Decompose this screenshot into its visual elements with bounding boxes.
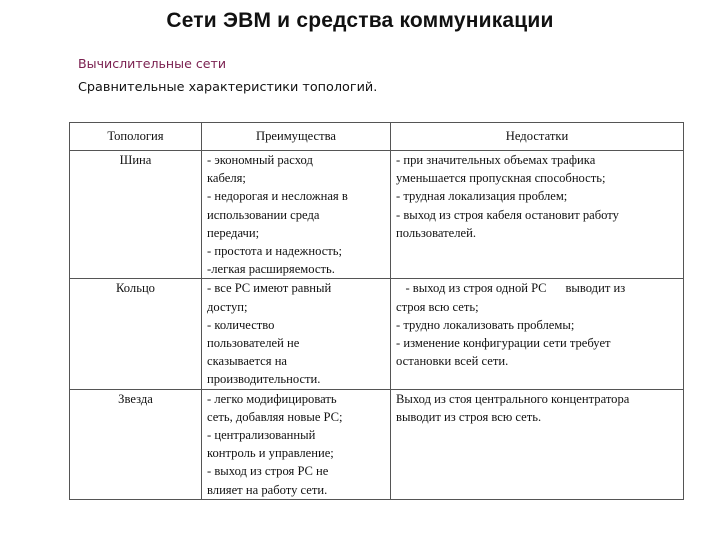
disadvantage-line: Выход из стоя центрального концентратора: [396, 391, 630, 406]
disadvantages-cell: [391, 151, 684, 279]
disadvantage-line: - выход из строя кабеля остановит работу: [396, 207, 619, 222]
advantages-cell: [202, 151, 391, 279]
advantage-line: - простота и надежность;: [207, 244, 343, 259]
disadvantage-line: - при значительных объемах трафика: [396, 153, 596, 167]
disadvantage-line: уменьшается пропускная способность;: [396, 171, 606, 186]
disadvantages-cell: [391, 279, 684, 389]
disadvantage-line: - изменение конфигурации сети требует: [396, 336, 611, 351]
table-row-star: [70, 389, 684, 499]
disadvantage-line: пользователей.: [396, 225, 476, 240]
advantage-line: доступ;: [207, 299, 248, 314]
advantage-line: - централизованный: [207, 428, 316, 443]
advantage-line: - экономный расход: [207, 153, 313, 167]
table-row-ring: [70, 279, 684, 389]
disadvantage-line: выводит из строя всю сеть.: [396, 409, 542, 424]
advantage-line: контроль и управление;: [207, 446, 334, 461]
disadvantage-line: - трудная локализация проблем;: [396, 189, 568, 204]
advantage-line: использовании среда: [207, 207, 320, 222]
advantage-line: передачи;: [207, 225, 260, 240]
table-row-bus: [70, 151, 684, 279]
table-caption: Сравнительные характеристики топологий.: [78, 80, 378, 95]
advantage-line: -легкая расширяемость.: [207, 262, 335, 277]
advantage-line: пользователей не: [207, 336, 300, 351]
disadvantages-cell: [391, 389, 684, 499]
header-advantages: Преимущества: [202, 123, 391, 151]
disadvantage-line: - трудно локализовать проблемы;: [396, 317, 575, 332]
advantage-line: сеть, добавляя новые PC;: [207, 409, 343, 424]
advantages-cell: [202, 279, 391, 389]
advantage-line: - недорогая и несложная в: [207, 189, 348, 204]
advantage-line: - выход из строя PC не: [207, 464, 329, 479]
disadvantage-line: остановки всей сети.: [396, 354, 509, 369]
advantage-line: влияет на работу сети.: [207, 482, 328, 497]
topology-name: Кольцо: [70, 279, 202, 389]
topology-name: Звезда: [70, 389, 202, 499]
topology-comparison-table: [69, 122, 684, 500]
advantage-line: - количество: [207, 317, 275, 332]
advantage-line: - все PC имеют равный: [207, 281, 332, 296]
topology-name: Шина: [70, 151, 202, 279]
header-topology: Топология: [70, 123, 202, 151]
advantage-line: сказывается на: [207, 354, 288, 369]
table-header-row: [70, 123, 684, 151]
page-title: Сети ЭВМ и средства коммуникации: [166, 9, 554, 32]
header-disadvantages: Недостатки: [391, 123, 684, 151]
disadvantage-line: строя всю сеть;: [396, 299, 479, 314]
disadvantage-line: - выход из строя одной PC выводит из: [396, 281, 626, 296]
advantage-line: - легко модифицировать: [207, 391, 337, 406]
section-subtitle: Вычислительные сети: [78, 56, 227, 71]
advantages-cell: [202, 389, 391, 499]
advantage-line: производительности.: [207, 372, 321, 387]
advantage-line: кабеля;: [207, 171, 246, 186]
